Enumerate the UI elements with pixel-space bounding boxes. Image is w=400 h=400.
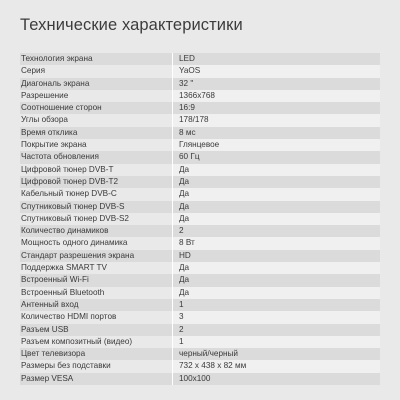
spec-value: 732 х 438 х 82 мм <box>173 360 380 372</box>
spec-value: Да <box>173 213 380 225</box>
spec-value: 3 <box>173 311 380 323</box>
spec-value: 1 <box>173 336 380 348</box>
spec-name: Диагональ экрана <box>20 78 173 90</box>
spec-name: Углы обзора <box>20 114 173 126</box>
spec-name: Мощность одного динамика <box>20 237 173 249</box>
table-row <box>20 287 380 299</box>
spec-name: Количество HDMI портов <box>20 311 173 323</box>
spec-value: Да <box>173 201 380 213</box>
spec-value: Да <box>173 188 380 200</box>
table-row <box>20 311 380 323</box>
spec-name: Соотношение сторон <box>20 102 173 114</box>
spec-name: Серия <box>20 65 173 77</box>
table-row <box>20 237 380 249</box>
table-row <box>20 336 380 348</box>
table-row <box>20 360 380 372</box>
table-row <box>20 274 380 286</box>
table-row <box>20 348 380 360</box>
spec-value: Да <box>173 176 380 188</box>
spec-name: Размеры без подставки <box>20 360 173 372</box>
table-row <box>20 299 380 311</box>
table-row <box>20 90 380 102</box>
table-row <box>20 139 380 151</box>
spec-value: Да <box>173 287 380 299</box>
spec-value: 8 Вт <box>173 237 380 249</box>
spec-value: Да <box>173 164 380 176</box>
table-row <box>20 188 380 200</box>
spec-name: Цифровой тюнер DVB-T2 <box>20 176 173 188</box>
table-row <box>20 225 380 237</box>
spec-name: Количество динамиков <box>20 225 173 237</box>
spec-value: 2 <box>173 225 380 237</box>
spec-name: Разрешение <box>20 90 173 102</box>
spec-name: Встроенный Wi-Fi <box>20 274 173 286</box>
table-row <box>20 324 380 336</box>
spec-value: 32 " <box>173 78 380 90</box>
page-title: Технические характеристики <box>20 16 243 34</box>
spec-value: HD <box>173 250 380 262</box>
table-row <box>20 127 380 139</box>
spec-value: 100х100 <box>173 373 380 385</box>
table-row <box>20 102 380 114</box>
spec-name: Разъем USB <box>20 324 173 336</box>
table-row <box>20 151 380 163</box>
spec-value: 8 мс <box>173 127 380 139</box>
spec-name: Спутниковый тюнер DVB-S2 <box>20 213 173 225</box>
spec-name: Цвет телевизора <box>20 348 173 360</box>
spec-name: Стандарт разрешения экрана <box>20 250 173 262</box>
spec-value: 1 <box>173 299 380 311</box>
spec-name: Поддержка SMART TV <box>20 262 173 274</box>
spec-value: черный/черный <box>173 348 380 360</box>
table-row <box>20 201 380 213</box>
spec-name: Спутниковый тюнер DVB-S <box>20 201 173 213</box>
spec-name: Антенный вход <box>20 299 173 311</box>
table-row <box>20 250 380 262</box>
spec-name: Разъем композитный (видео) <box>20 336 173 348</box>
table-row <box>20 373 380 385</box>
spec-name: Цифровой тюнер DVB-T <box>20 164 173 176</box>
table-row <box>20 164 380 176</box>
spec-value: LED <box>173 53 380 65</box>
spec-value: 60 Гц <box>173 151 380 163</box>
table-row <box>20 176 380 188</box>
spec-name: Размер VESA <box>20 373 173 385</box>
spec-name: Частота обновления <box>20 151 173 163</box>
spec-name: Кабельный тюнер DVB-C <box>20 188 173 200</box>
table-row <box>20 114 380 126</box>
spec-name: Покрытие экрана <box>20 139 173 151</box>
table-row <box>20 78 380 90</box>
spec-value: 178/178 <box>173 114 380 126</box>
spec-value: Да <box>173 262 380 274</box>
spec-value: 2 <box>173 324 380 336</box>
spec-name: Встроенный Bluetooth <box>20 287 173 299</box>
spec-value: Да <box>173 274 380 286</box>
spec-value: Глянцевое <box>173 139 380 151</box>
spec-table <box>20 53 380 385</box>
spec-name: Технология экрана <box>20 53 173 65</box>
table-row <box>20 262 380 274</box>
spec-value: 16:9 <box>173 102 380 114</box>
table-row <box>20 65 380 77</box>
spec-value: 1366х768 <box>173 90 380 102</box>
spec-name: Время отклика <box>20 127 173 139</box>
table-row <box>20 213 380 225</box>
spec-value: YaOS <box>173 65 380 77</box>
table-row <box>20 53 380 65</box>
